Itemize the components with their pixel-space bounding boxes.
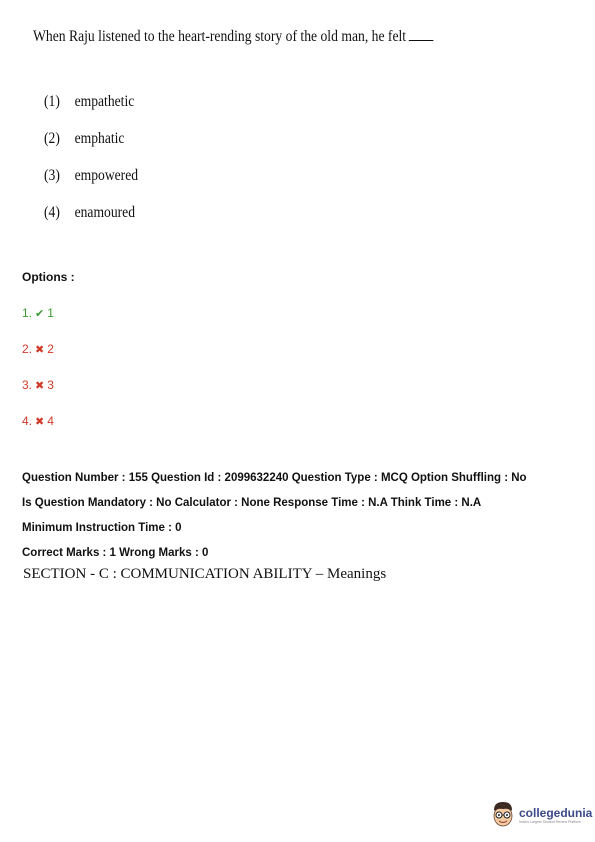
option-3 — [22, 378, 54, 414]
question-stem: When Raju listened to the heart-rending story of the old man, he felt — [33, 28, 407, 45]
meta-line: Minimum Instruction Time : 0 — [22, 522, 182, 534]
option-prefix: 1. — [22, 306, 33, 320]
choice-number: (2) — [44, 130, 60, 147]
choice-text: empowered — [74, 167, 139, 184]
logo-text — [519, 806, 592, 824]
mascot-icon — [490, 800, 516, 830]
choice-text: empathetic — [74, 93, 135, 110]
choice-2 — [44, 130, 138, 167]
choice-number: (1) — [44, 93, 60, 110]
meta-line: Correct Marks : 1 Wrong Marks : 0 — [22, 547, 209, 559]
cross-icon: ✖ — [35, 344, 45, 356]
option-2 — [22, 342, 54, 378]
option-value: 4 — [47, 414, 54, 428]
option-value: 1 — [47, 306, 54, 320]
answer-blank — [409, 28, 434, 41]
cross-icon: ✖ — [35, 416, 45, 428]
option-value: 3 — [47, 378, 54, 392]
logo-name: collegedunia — [519, 806, 593, 820]
question-metadata — [22, 472, 527, 572]
options-list — [22, 306, 54, 450]
collegedunia-logo — [490, 800, 592, 830]
option-4 — [22, 414, 54, 450]
answer-choices — [44, 93, 155, 241]
check-icon: ✔ — [35, 308, 45, 320]
logo-tagline: India's Largest Student Review Platform — [519, 820, 582, 824]
question-text — [33, 28, 508, 46]
option-value: 2 — [47, 342, 54, 356]
option-prefix: 2. — [22, 342, 33, 356]
option-prefix: 4. — [22, 414, 33, 428]
choice-number: (4) — [44, 204, 60, 221]
cross-icon: ✖ — [35, 380, 45, 392]
choice-1 — [44, 93, 138, 130]
section-title: SECTION - C : COMMUNICATION ABILITY – Meanings — [23, 566, 387, 582]
meta-line: Is Question Mandatory : No Calculator : None Response Time : N.A Think Time : N.A — [22, 497, 482, 509]
choice-text: enamoured — [74, 204, 136, 221]
options-heading: Options : — [22, 270, 75, 284]
choice-number: (3) — [44, 167, 60, 184]
choice-3 — [44, 167, 138, 204]
choice-4 — [44, 204, 138, 241]
meta-line: Question Number : 155 Question Id : 2099632240 Question Type : MCQ Option Shuffling : No — [22, 472, 527, 484]
choice-text: emphatic — [74, 130, 125, 147]
option-prefix: 3. — [22, 378, 33, 392]
option-1 — [22, 306, 54, 342]
